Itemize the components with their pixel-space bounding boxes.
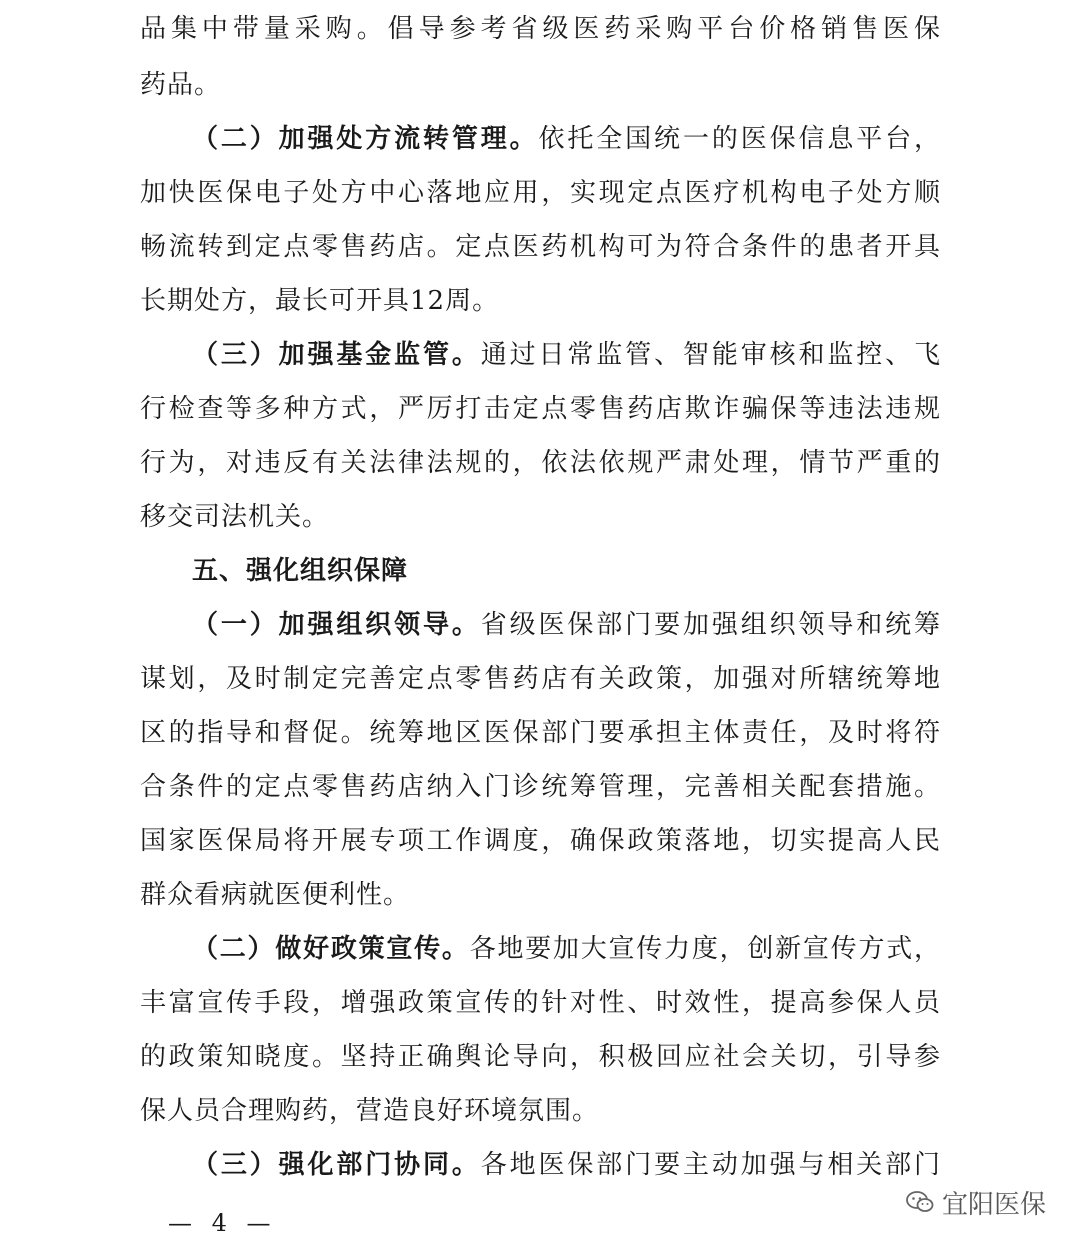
subsection-line: （三）强化部门协同。各地医保部门要主动加强与相关部门: [192, 1150, 940, 1180]
subsection-line: （二）加强处方流转管理。依托全国统一的医保信息平台，: [192, 124, 940, 154]
page-number: — 4 —: [168, 1209, 277, 1237]
wechat-icon: [906, 1190, 934, 1214]
subsection-title: （二）做好政策宣传。: [192, 934, 470, 964]
body-line: 合条件的定点零售药店纳入门诊统筹管理，完善相关配套措施。: [140, 772, 940, 802]
subsection-title: （二）加强处方流转管理。: [192, 124, 539, 154]
body-line: 移交司法机关。: [140, 502, 330, 532]
subsection-line: （二）做好政策宣传。各地要加大宣传力度，创新宣传方式，: [192, 934, 940, 964]
account-watermark: [906, 1182, 1046, 1222]
body-line: 药品。: [140, 70, 222, 100]
subsection-title: （三）加强基金监管。: [192, 340, 481, 370]
body-line: 行检查等多种方式，严厉打击定点零售药店欺诈骗保等违法违规: [140, 394, 940, 424]
watermark-label: 宜阳医保: [942, 1189, 1047, 1220]
body-line: 加快医保电子处方中心落地应用，实现定点医疗机构电子处方顺: [140, 178, 940, 208]
subsection-title: （一）加强组织领导。: [192, 610, 481, 640]
subsection-line: （一）加强组织领导。省级医保部门要加强组织领导和统筹: [192, 610, 940, 640]
body-line: 国家医保局将开展专项工作调度，确保政策落地，切实提高人民: [140, 826, 940, 856]
body-line: 品集中带量采购。倡导参考省级医药采购平台价格销售医保: [140, 14, 940, 44]
body-line: 的政策知晓度。坚持正确舆论导向，积极回应社会关切，引导参: [140, 1042, 940, 1072]
body-line: 行为，对违反有关法律法规的，依法依规严肃处理，情节严重的: [140, 448, 940, 478]
section-heading: 五、强化组织保障: [192, 556, 409, 586]
subsection-line: （三）加强基金监管。通过日常监管、智能审核和监控、飞: [192, 340, 940, 370]
body-line: 畅流转到定点零售药店。定点医药机构可为符合条件的患者开具: [140, 232, 940, 262]
body-line: 群众看病就医便利性。: [140, 880, 411, 910]
body-line: 丰富宣传手段，增强政策宣传的针对性、时效性，提高参保人员: [140, 988, 940, 1018]
body-line: 区的指导和督促。统筹地区医保部门要承担主体责任，及时将符: [140, 718, 940, 748]
body-line: 长期处方，最长可开具12周。: [140, 286, 500, 316]
subsection-title: （三）强化部门协同。: [192, 1150, 481, 1180]
body-line: 保人员合理购药，营造良好环境氛围。: [140, 1096, 600, 1126]
body-line: 谋划，及时制定完善定点零售药店有关政策，加强对所辖统筹地: [140, 664, 940, 694]
